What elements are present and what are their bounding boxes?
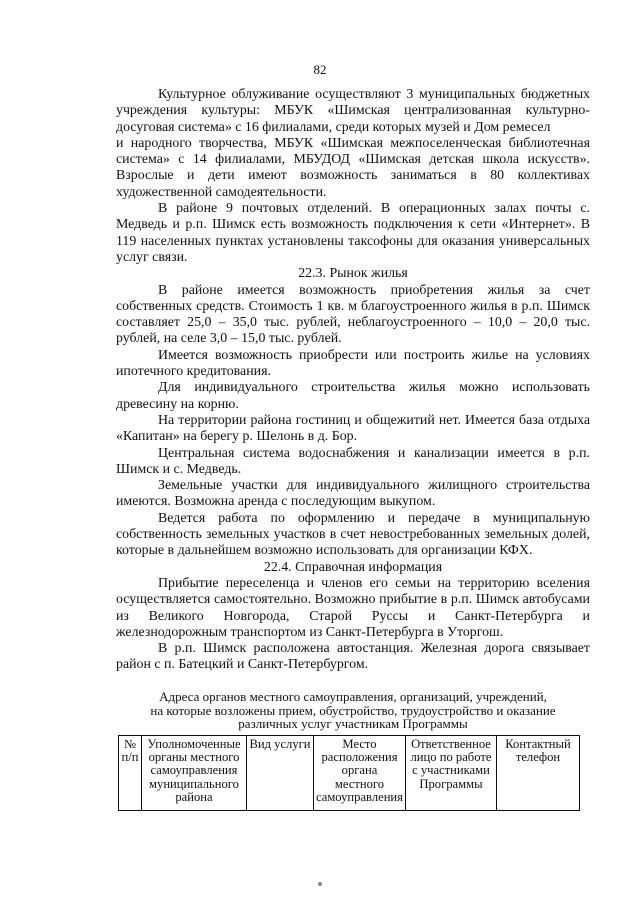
paragraph-timber: Для индивидуального строительства жилья можно использовать древесину на корню. — [116, 380, 590, 412]
column-header-authority: Уполномоченные органы местного самоуправления муниципального района — [142, 736, 247, 811]
section-heading-housing: 22.3. Рынок жилья — [298, 266, 408, 282]
table-header-row — [119, 736, 580, 811]
table-caption-line: Адреса органов местного самоуправления, организаций, учреждений, — [159, 689, 547, 704]
paragraph-culture-continued: и народного творчества, МБУК «Шимская межпоселенческая библиотечная система» с 14 филиалами, МБУДОД «Шимская детская школа искусств». Взрослые и дети имеют возможность заниматься в 80 коллективах художественной самодеятельности. — [116, 135, 590, 200]
paragraph-hotels: На территории района гостиниц и общежитий нет. Имеется база отдыха «Капитан» на берегу р. Шелонь в д. Бор. — [116, 412, 590, 445]
column-header-location: Место расположения органа местного самоуправления — [314, 736, 406, 811]
scan-dot — [318, 882, 322, 886]
paragraph-housing-prices: В районе имеется возможность приобретения жилья за счет собственных средств. Стоимость 1 кв. м благоустроенного жилья в р.п. Шимск составляет 25,0 – 35,0 тыс. рублей, неблагоустроенного – 10,0 – 20,0 тыс. рублей, на селе 3,0 – 15,0 тыс. рублей. — [116, 282, 590, 347]
paragraph-culture: Культурное облуживание осуществляют 3 муниципальных бюджетных учреждения культуры: МБУК «Шимская централизованная культурно-досуговая система» с 16 филиалами, среди которых музей и Дом ремесел — [116, 87, 590, 135]
paragraph-arrival: Прибытие переселенца и членов его семьи на территорию вселения осуществляется самостоятельно. Возможно прибытие в р.п. Шимск автобусами из Великого Новгорода, Старой Руссы и Санкт-Петербурга и железнодорожным транспортом из Санкт-Петербурга в Уторгош. — [116, 575, 590, 640]
paragraph-mortgage: Имеется возможность приобрести или построить жилье на условиях ипотечного кредитования. — [116, 347, 590, 380]
section-heading-reference: 22.4. Справочная информация — [263, 559, 443, 575]
paragraph-bus-station: В р.п. Шимск расположена автостанция. Железная дорога связывает район с п. Батецкий и Санкт-Петербургом. — [116, 641, 590, 673]
paragraph-postal: В районе 9 почтовых отделений. В операционных залах почты с. Медведь и р.п. Шимск есть возможность подключения к сети «Интернет». В 119 населенных пунктах установлены таксофоны для оказания универсальных услуг связи. — [116, 201, 590, 265]
paragraph-land-plots: Земельные участки для индивидуального жилищного строительства имеются. Возможна аренда с последующим выкупом. — [116, 478, 590, 510]
column-header-responsible: Ответственное лицо по работе с участниками Программы — [405, 736, 496, 811]
contacts-table — [118, 735, 580, 811]
column-header-number: № п/п — [119, 736, 142, 811]
paragraph-water-supply: Центральная система водоснабжения и канализации имеется в р.п. Шимск и с. Медведь. — [116, 445, 590, 477]
page-number: 82 — [313, 62, 327, 77]
table-caption-line: на которые возложены прием, обустройство, трудоустройство и оказание — [150, 702, 556, 718]
column-header-service: Вид услуги — [247, 736, 314, 811]
table-caption-line: различных услуг участникам Программы — [238, 716, 468, 732]
table-caption — [116, 690, 590, 731]
paragraph-land-shares: Ведется работа по оформлению и передаче в муниципальную собственность земельных участков в счет невостребованных земельных долей, которые в дальнейшем возможно использовать для организации КФХ. — [116, 510, 590, 559]
column-header-phone: Контактный телефон — [496, 736, 579, 811]
body-text — [116, 87, 590, 674]
